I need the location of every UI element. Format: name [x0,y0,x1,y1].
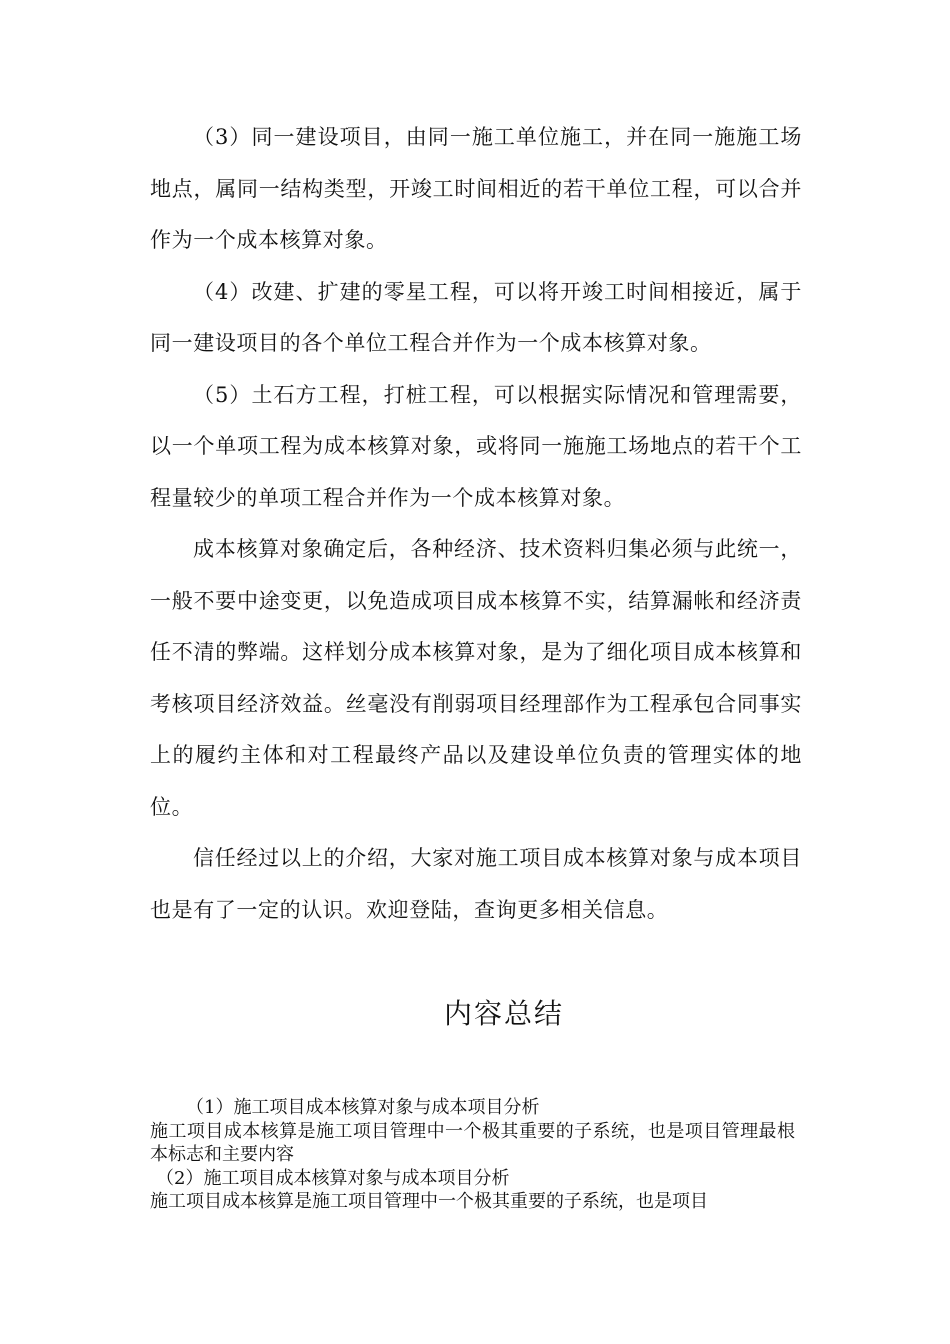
summary-text-1: 施工项目成本核算是施工项目管理中一个极其重要的子系统，也是项目管理最根本标志和主要内容 [150,1120,795,1165]
summary-section [150,1096,795,1214]
summary-heading-2: （2）施工项目成本核算对象与成本项目分析 [156,1167,510,1189]
paragraph-item-4: （4）改建、扩建的零星工程，可以将开竣工时间相接近，属于同一建设项目的各个单位工程合并作为一个成本核算对象。 [150,279,802,355]
summary-heading-1: （1）施工项目成本核算对象与成本项目分析 [186,1097,540,1118]
summary-title: 内容总结 [443,997,564,1030]
body-text [150,112,802,936]
paragraph-item-5: （5）土石方工程，打桩工程，可以根据实际情况和管理需要，以一个单项工程为成本核算对象，或将同一施施工场地点的若干个工程量较少的单项工程合并作为一个成本核算对象。 [150,382,802,510]
summary-text-2: 施工项目成本核算是施工项目管理中一个极其重要的子系统，也是项目 [150,1191,708,1212]
paragraph-accounting-object: 成本核算对象确定后，各种经济、技术资料归集必须与此统一，一般不要中途变更，以免造成项目成本核算不实，结算漏帐和经济责任不清的弊端。这样划分成本核算对象，是为了细化项目成本核算和考核项目经济效益。丝毫没有削弱项目经理部作为工程承包合同事实上的履约主体和对工程最终产品以及建设单位负责的管理实体的地位。 [150,537,802,819]
paragraph-item-3: （3）同一建设项目，由同一施工单位施工，并在同一施施工场地点，属同一结构类型，开竣工时间相近的若干单位工程，可以合并作为一个成本核算对象。 [150,125,802,252]
paragraph-closing: 信任经过以上的介绍，大家对施工项目成本核算对象与成本项目也是有了一定的认识。欢迎登陆，查询更多相关信息。 [150,846,802,922]
